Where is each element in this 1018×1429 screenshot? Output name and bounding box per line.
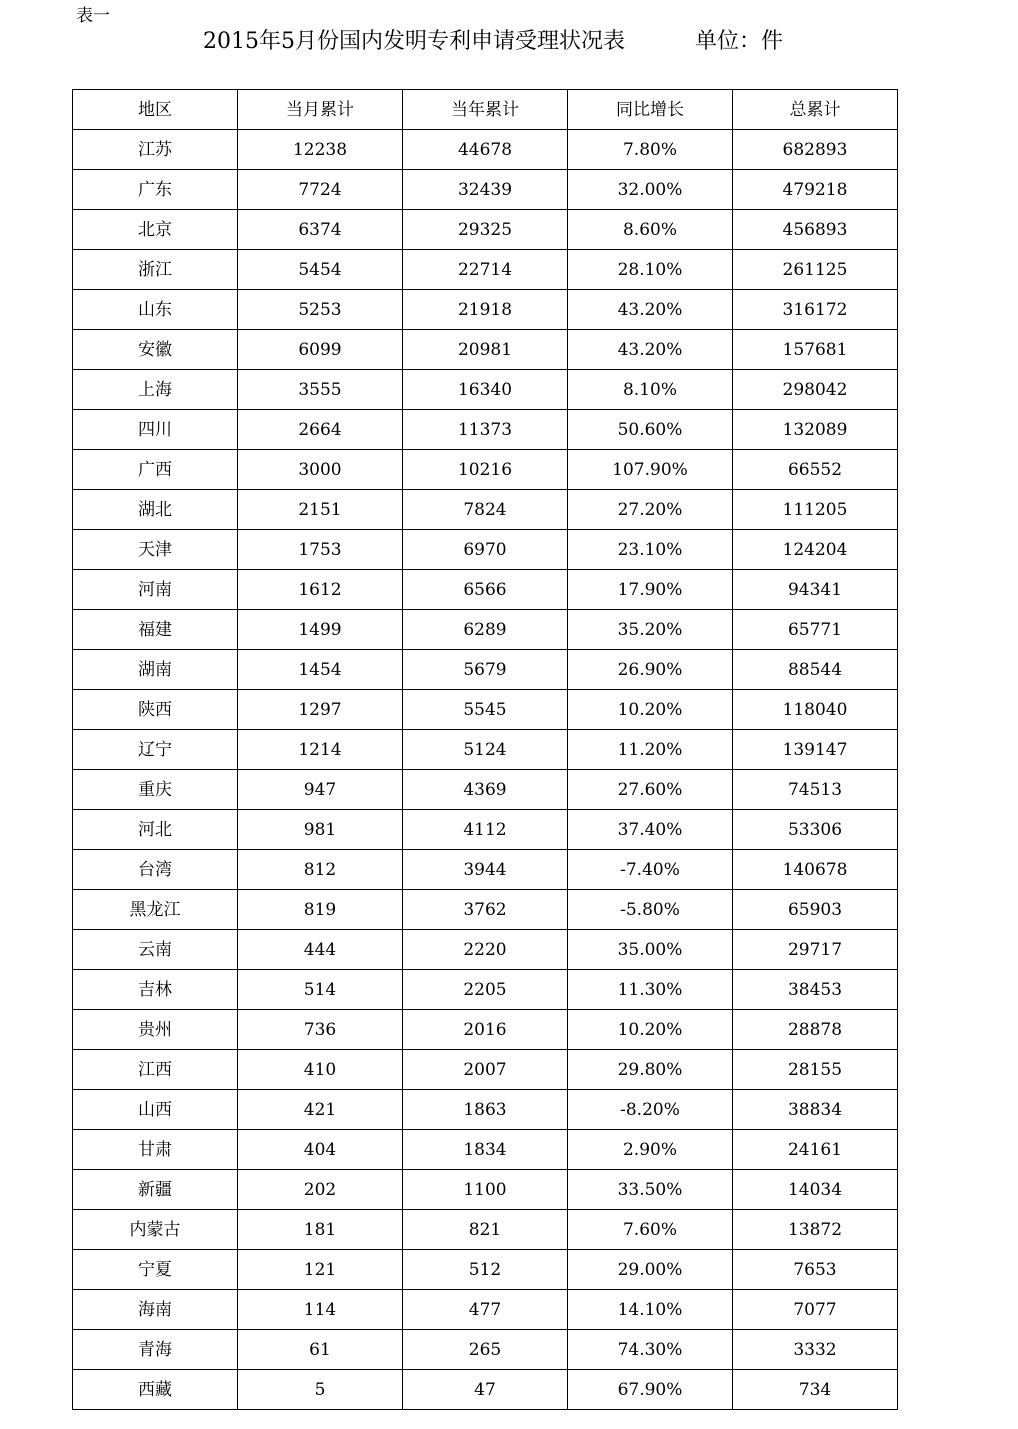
table-row	[73, 370, 898, 410]
cell-year-total: 512	[403, 1250, 568, 1290]
cell-region: 浙江	[73, 250, 238, 290]
cell-month-total: 114	[238, 1290, 403, 1330]
cell-yoy-growth: 50.60%	[568, 410, 733, 450]
cell-yoy-growth: 27.60%	[568, 770, 733, 810]
table-row	[73, 1210, 898, 1250]
cell-grand-total: 94341	[733, 570, 898, 610]
cell-grand-total: 479218	[733, 170, 898, 210]
cell-month-total: 1753	[238, 530, 403, 570]
cell-yoy-growth: 8.60%	[568, 210, 733, 250]
header-row	[73, 90, 898, 130]
header-year-total: 当年累计	[403, 90, 568, 130]
cell-yoy-growth: 2.90%	[568, 1130, 733, 1170]
cell-year-total: 5545	[403, 690, 568, 730]
header-grand-total: 总累计	[733, 90, 898, 130]
cell-region: 黑龙江	[73, 890, 238, 930]
cell-yoy-growth: 14.10%	[568, 1290, 733, 1330]
cell-grand-total: 456893	[733, 210, 898, 250]
patent-statistics-table	[72, 89, 898, 1410]
cell-yoy-growth: 29.00%	[568, 1250, 733, 1290]
table-row	[73, 610, 898, 650]
cell-grand-total: 28878	[733, 1010, 898, 1050]
unit-label: 单位：件	[695, 29, 784, 54]
cell-region: 重庆	[73, 770, 238, 810]
cell-month-total: 181	[238, 1210, 403, 1250]
cell-grand-total: 118040	[733, 690, 898, 730]
cell-year-total: 1863	[403, 1090, 568, 1130]
cell-month-total: 1297	[238, 690, 403, 730]
cell-grand-total: 298042	[733, 370, 898, 410]
header-region: 地区	[73, 90, 238, 130]
cell-year-total: 6289	[403, 610, 568, 650]
table-row	[73, 850, 898, 890]
cell-region: 湖南	[73, 650, 238, 690]
cell-yoy-growth: 10.20%	[568, 690, 733, 730]
cell-region: 山西	[73, 1090, 238, 1130]
cell-region: 吉林	[73, 970, 238, 1010]
table-row	[73, 890, 898, 930]
cell-region: 云南	[73, 930, 238, 970]
table-row	[73, 730, 898, 770]
cell-region: 贵州	[73, 1010, 238, 1050]
cell-year-total: 29325	[403, 210, 568, 250]
cell-year-total: 3944	[403, 850, 568, 890]
cell-year-total: 44678	[403, 130, 568, 170]
cell-grand-total: 14034	[733, 1170, 898, 1210]
cell-year-total: 22714	[403, 250, 568, 290]
cell-grand-total: 38834	[733, 1090, 898, 1130]
cell-yoy-growth: 7.80%	[568, 130, 733, 170]
table-body	[73, 130, 898, 1410]
cell-grand-total: 682893	[733, 130, 898, 170]
cell-region: 安徽	[73, 330, 238, 370]
cell-year-total: 4112	[403, 810, 568, 850]
cell-year-total: 16340	[403, 370, 568, 410]
cell-region: 广东	[73, 170, 238, 210]
cell-grand-total: 29717	[733, 930, 898, 970]
cell-region: 新疆	[73, 1170, 238, 1210]
cell-yoy-growth: 43.20%	[568, 290, 733, 330]
table-row	[73, 290, 898, 330]
cell-year-total: 32439	[403, 170, 568, 210]
cell-month-total: 5253	[238, 290, 403, 330]
table-row	[73, 450, 898, 490]
cell-yoy-growth: 37.40%	[568, 810, 733, 850]
cell-yoy-growth: -5.80%	[568, 890, 733, 930]
cell-grand-total: 65771	[733, 610, 898, 650]
cell-month-total: 3555	[238, 370, 403, 410]
cell-yoy-growth: 11.30%	[568, 970, 733, 1010]
cell-year-total: 10216	[403, 450, 568, 490]
cell-yoy-growth: 23.10%	[568, 530, 733, 570]
table-row	[73, 1050, 898, 1090]
cell-month-total: 202	[238, 1170, 403, 1210]
cell-grand-total: 139147	[733, 730, 898, 770]
cell-month-total: 2151	[238, 490, 403, 530]
cell-grand-total: 65903	[733, 890, 898, 930]
cell-region: 西藏	[73, 1370, 238, 1410]
cell-month-total: 404	[238, 1130, 403, 1170]
cell-region: 江苏	[73, 130, 238, 170]
table-label: 表一	[76, 6, 110, 26]
table-row	[73, 250, 898, 290]
cell-grand-total: 140678	[733, 850, 898, 890]
table-row	[73, 930, 898, 970]
cell-year-total: 7824	[403, 490, 568, 530]
cell-yoy-growth: 8.10%	[568, 370, 733, 410]
cell-yoy-growth: 11.20%	[568, 730, 733, 770]
cell-region: 四川	[73, 410, 238, 450]
table-row	[73, 170, 898, 210]
table-row	[73, 490, 898, 530]
table-row	[73, 330, 898, 370]
cell-yoy-growth: 67.90%	[568, 1370, 733, 1410]
cell-year-total: 47	[403, 1370, 568, 1410]
cell-region: 福建	[73, 610, 238, 650]
cell-grand-total: 53306	[733, 810, 898, 850]
cell-grand-total: 66552	[733, 450, 898, 490]
document-title: 2015年5月份国内发明专利申请受理状况表	[203, 29, 625, 54]
cell-year-total: 2007	[403, 1050, 568, 1090]
cell-yoy-growth: 43.20%	[568, 330, 733, 370]
table-row	[73, 210, 898, 250]
cell-region: 江西	[73, 1050, 238, 1090]
cell-region: 河北	[73, 810, 238, 850]
cell-region: 甘肃	[73, 1130, 238, 1170]
table-row	[73, 1330, 898, 1370]
cell-year-total: 2016	[403, 1010, 568, 1050]
cell-month-total: 5	[238, 1370, 403, 1410]
cell-month-total: 812	[238, 850, 403, 890]
cell-yoy-growth: 26.90%	[568, 650, 733, 690]
cell-grand-total: 7077	[733, 1290, 898, 1330]
cell-month-total: 410	[238, 1050, 403, 1090]
cell-yoy-growth: 107.90%	[568, 450, 733, 490]
table-row	[73, 810, 898, 850]
cell-month-total: 421	[238, 1090, 403, 1130]
cell-year-total: 265	[403, 1330, 568, 1370]
table-row	[73, 1170, 898, 1210]
cell-month-total: 1214	[238, 730, 403, 770]
cell-month-total: 6099	[238, 330, 403, 370]
cell-yoy-growth: 27.20%	[568, 490, 733, 530]
cell-year-total: 6970	[403, 530, 568, 570]
cell-year-total: 821	[403, 1210, 568, 1250]
cell-month-total: 819	[238, 890, 403, 930]
title-line	[0, 28, 1018, 56]
cell-grand-total: 28155	[733, 1050, 898, 1090]
cell-region: 海南	[73, 1290, 238, 1330]
cell-grand-total: 13872	[733, 1210, 898, 1250]
cell-region: 陕西	[73, 690, 238, 730]
cell-year-total: 3762	[403, 890, 568, 930]
cell-year-total: 1100	[403, 1170, 568, 1210]
cell-yoy-growth: 32.00%	[568, 170, 733, 210]
cell-yoy-growth: 7.60%	[568, 1210, 733, 1250]
cell-region: 广西	[73, 450, 238, 490]
cell-month-total: 981	[238, 810, 403, 850]
table-row	[73, 690, 898, 730]
cell-yoy-growth: 17.90%	[568, 570, 733, 610]
cell-grand-total: 3332	[733, 1330, 898, 1370]
cell-yoy-growth: 29.80%	[568, 1050, 733, 1090]
cell-grand-total: 316172	[733, 290, 898, 330]
cell-yoy-growth: 35.00%	[568, 930, 733, 970]
cell-month-total: 947	[238, 770, 403, 810]
cell-month-total: 1499	[238, 610, 403, 650]
cell-grand-total: 88544	[733, 650, 898, 690]
cell-month-total: 12238	[238, 130, 403, 170]
cell-year-total: 2205	[403, 970, 568, 1010]
cell-year-total: 21918	[403, 290, 568, 330]
cell-grand-total: 38453	[733, 970, 898, 1010]
cell-year-total: 5679	[403, 650, 568, 690]
cell-region: 台湾	[73, 850, 238, 890]
cell-region: 北京	[73, 210, 238, 250]
header-month-total: 当月累计	[238, 90, 403, 130]
cell-region: 上海	[73, 370, 238, 410]
cell-month-total: 7724	[238, 170, 403, 210]
table-row	[73, 770, 898, 810]
cell-region: 天津	[73, 530, 238, 570]
cell-month-total: 2664	[238, 410, 403, 450]
table-row	[73, 570, 898, 610]
cell-yoy-growth: 28.10%	[568, 250, 733, 290]
cell-year-total: 5124	[403, 730, 568, 770]
cell-region: 辽宁	[73, 730, 238, 770]
cell-year-total: 1834	[403, 1130, 568, 1170]
cell-year-total: 6566	[403, 570, 568, 610]
cell-month-total: 121	[238, 1250, 403, 1290]
cell-grand-total: 132089	[733, 410, 898, 450]
cell-month-total: 5454	[238, 250, 403, 290]
cell-month-total: 736	[238, 1010, 403, 1050]
table-row	[73, 1010, 898, 1050]
cell-grand-total: 157681	[733, 330, 898, 370]
table-row	[73, 1130, 898, 1170]
table-row	[73, 650, 898, 690]
table-row	[73, 130, 898, 170]
cell-grand-total: 7653	[733, 1250, 898, 1290]
cell-grand-total: 74513	[733, 770, 898, 810]
cell-grand-total: 261125	[733, 250, 898, 290]
cell-month-total: 61	[238, 1330, 403, 1370]
cell-year-total: 4369	[403, 770, 568, 810]
table-row	[73, 410, 898, 450]
cell-month-total: 1454	[238, 650, 403, 690]
cell-yoy-growth: 10.20%	[568, 1010, 733, 1050]
table-row	[73, 1370, 898, 1410]
table-row	[73, 970, 898, 1010]
cell-year-total: 11373	[403, 410, 568, 450]
cell-year-total: 20981	[403, 330, 568, 370]
cell-yoy-growth: 33.50%	[568, 1170, 733, 1210]
table-row	[73, 530, 898, 570]
cell-region: 河南	[73, 570, 238, 610]
cell-yoy-growth: -8.20%	[568, 1090, 733, 1130]
cell-grand-total: 111205	[733, 490, 898, 530]
cell-month-total: 444	[238, 930, 403, 970]
cell-year-total: 477	[403, 1290, 568, 1330]
cell-year-total: 2220	[403, 930, 568, 970]
cell-region: 内蒙古	[73, 1210, 238, 1250]
cell-region: 青海	[73, 1330, 238, 1370]
cell-month-total: 6374	[238, 210, 403, 250]
cell-month-total: 514	[238, 970, 403, 1010]
cell-region: 山东	[73, 290, 238, 330]
cell-month-total: 1612	[238, 570, 403, 610]
header-yoy-growth: 同比增长	[568, 90, 733, 130]
cell-yoy-growth: 74.30%	[568, 1330, 733, 1370]
cell-grand-total: 734	[733, 1370, 898, 1410]
cell-region: 湖北	[73, 490, 238, 530]
table-row	[73, 1290, 898, 1330]
table-row	[73, 1250, 898, 1290]
cell-yoy-growth: 35.20%	[568, 610, 733, 650]
table-row	[73, 1090, 898, 1130]
cell-grand-total: 124204	[733, 530, 898, 570]
cell-month-total: 3000	[238, 450, 403, 490]
cell-yoy-growth: -7.40%	[568, 850, 733, 890]
cell-region: 宁夏	[73, 1250, 238, 1290]
cell-grand-total: 24161	[733, 1130, 898, 1170]
